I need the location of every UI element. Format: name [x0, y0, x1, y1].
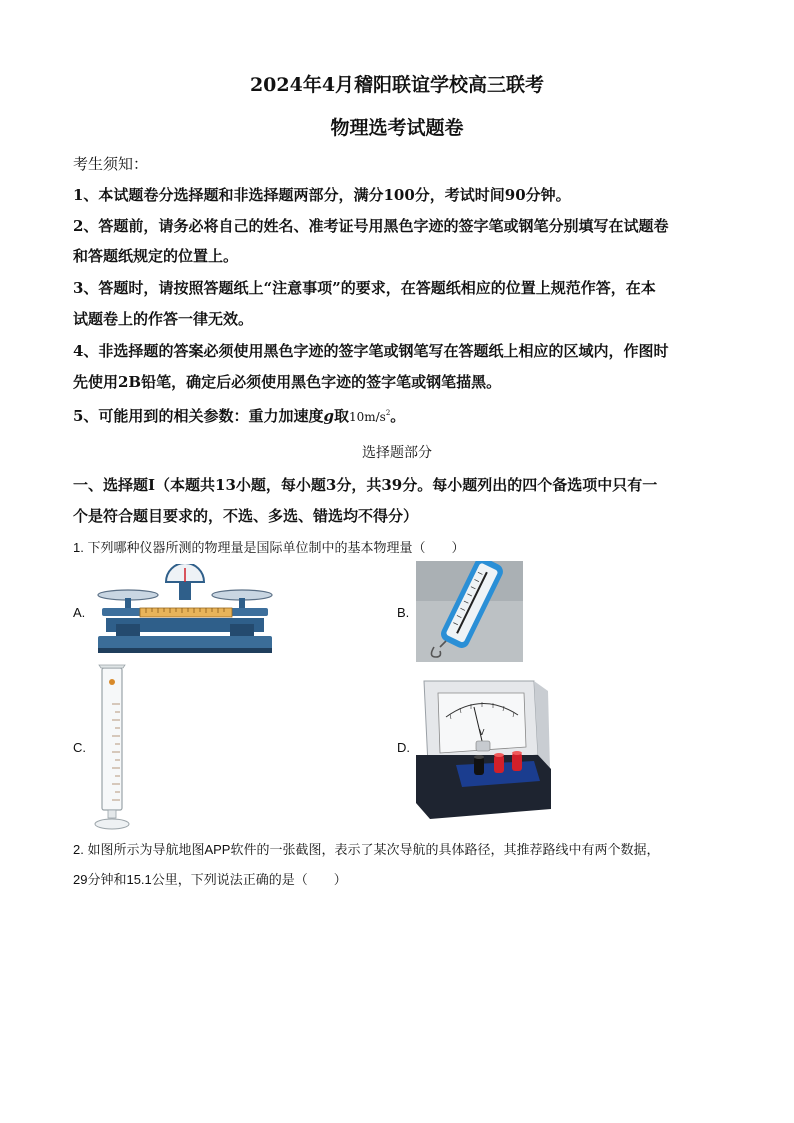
gravity-value: 10m/s	[348, 410, 386, 424]
notice-item-5-mid: 取	[333, 407, 349, 425]
exam-title: 2024年4月稽阳联谊学校高三联考	[249, 74, 545, 96]
notice-item-3a: 3、答题时，请按照答题纸上“注意事项”的要求，在答题纸相应的位置上规范作答，在本	[73, 279, 656, 297]
exam-subtitle: 物理选考试题卷	[330, 117, 464, 139]
notice-item-5	[73, 405, 405, 426]
section-title: 选择题部分	[362, 445, 432, 461]
notice-item-4b: 先使用2B铅笔，确定后必须使用黑色字迹的签字笔或钢笔描黑。	[73, 373, 502, 391]
notice-item-1: 1、本试题卷分选择题和非选择题两部分，满分100分，考试时间90分钟。	[73, 186, 571, 204]
notice-item-2a: 2、答题前，请务必将自己的姓名、准考证号用黑色字迹的签字笔或钢笔分别填写在试题卷	[73, 217, 669, 235]
option-b-label: B.	[397, 605, 410, 620]
option-a-label: A.	[73, 605, 86, 620]
graduated-cylinder-icon	[92, 664, 132, 834]
notice-item-2b: 和答题纸规定的位置上。	[73, 247, 239, 265]
notice-item-3b: 试题卷上的作答一律无效。	[73, 310, 254, 328]
spring-scale-icon	[416, 561, 523, 662]
question-2-text-line1: 2. 如图所示为导航地图APP软件的一张截图，表示了某次导航的具体路径，其推荐路线中有两个数据，	[73, 842, 660, 857]
part1-instructions-line2: 个是符合题目要求的，不选、多选、错选均不得分）	[73, 507, 419, 525]
voltmeter-icon	[416, 677, 551, 820]
question-2-text-line2: 29分钟和15.1公里，下列说法正确的是（ ）	[73, 872, 347, 887]
part1-instructions-line1: 一、选择题Ⅰ（本题共13小题，每小题3分，共39分。每小题列出的四个备选项中只有一	[73, 476, 658, 494]
notice-item-5-prefix: 5、可能用到的相关参数：重力加速度	[73, 407, 324, 425]
svg-text:V: V	[479, 728, 485, 737]
option-c-label: C.	[73, 740, 86, 755]
notice-item-5-end: 。	[390, 407, 406, 425]
gravity-symbol: g	[323, 407, 334, 425]
balance-scale-icon	[92, 564, 278, 656]
gravity-exponent: 2	[385, 409, 391, 417]
option-d-label: D.	[397, 740, 410, 755]
notice-item-4a: 4、非选择题的答案必须使用黑色字迹的签字笔或钢笔写在答题纸上相应的区域内，作图时	[73, 342, 669, 360]
question-1-text: 1. 下列哪种仪器所测的物理量是国际单位制中的基本物理量（ ）	[73, 540, 465, 555]
notice-heading: 考生须知：	[73, 155, 149, 173]
